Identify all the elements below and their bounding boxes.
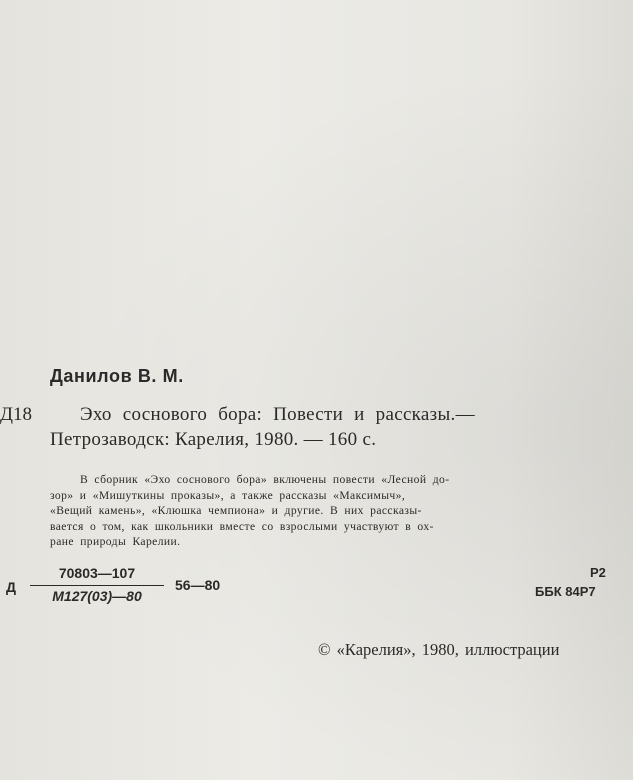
- author-name: Данилов В. М.: [50, 366, 184, 386]
- index-numerator: 70803—107: [58, 565, 136, 581]
- annotation-line: вается о том, как школьники вместе со взрослыми участвуют в ох-: [50, 519, 434, 533]
- bibliography-line-1: Эхо соснового бора: Повести и рассказы.—: [80, 404, 475, 425]
- index-fraction: [30, 565, 164, 606]
- classification-p2: Р2: [590, 565, 606, 580]
- annotation-line: зор» и «Мишуткины проказы», а также рассказы «Максимыч»,: [50, 488, 406, 502]
- bibliography-line-2: Петрозаводск: Карелия, 1980. — 160 с.: [50, 429, 377, 450]
- copyright-line: © «Карелия», 1980, иллюстрации: [318, 640, 560, 659]
- annotation-line: В сборник «Эхо соснового бора» включены повести «Лесной до-: [80, 473, 450, 486]
- classification-bbk: ББК 84Р7: [535, 584, 596, 599]
- annotation-line: ране природы Карелии.: [50, 535, 181, 548]
- annotation: [50, 472, 630, 550]
- annotation-line: «Вещий камень», «Клюшка чемпиона» и другие. В них рассказы-: [50, 504, 422, 517]
- fraction-bar: [30, 585, 164, 586]
- catalog-code: Д18: [0, 404, 32, 425]
- index-letter: Д: [6, 579, 16, 595]
- index-denominator: М127(03)—80: [52, 588, 142, 604]
- index-price: 56—80: [175, 577, 221, 593]
